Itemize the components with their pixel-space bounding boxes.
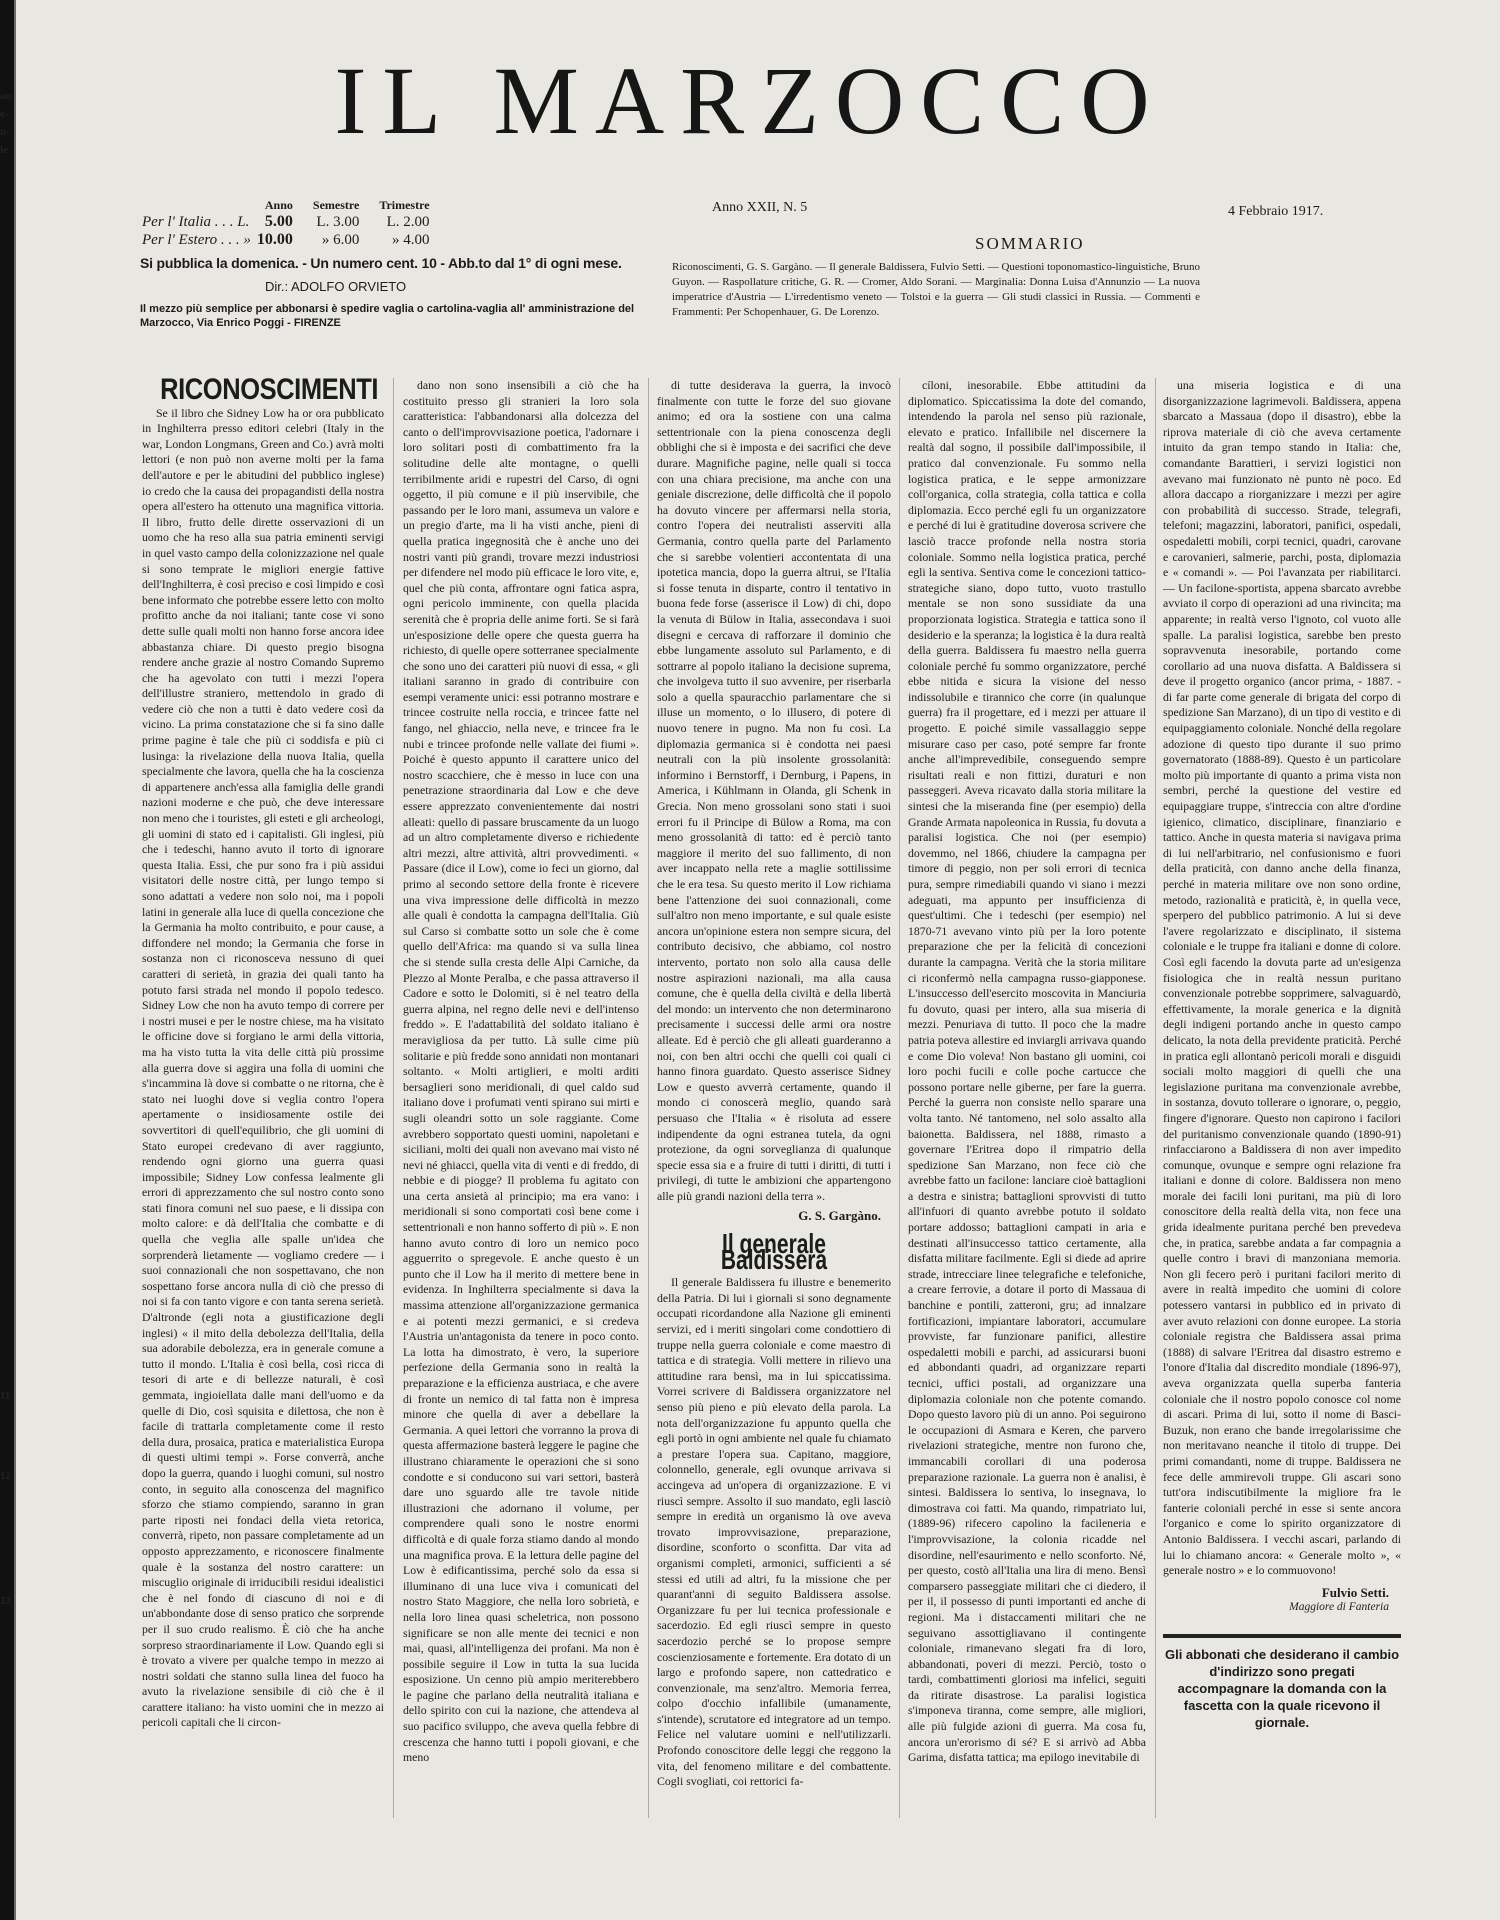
price-anno-estero: 10.00 (256, 231, 293, 248)
subscription-block (140, 198, 640, 330)
price-label-italia: Per l' Italia . . . L. (142, 213, 250, 230)
margin-mark: 11 (0, 1390, 11, 1402)
price-label-estero: Per l' Estero . . . » (142, 231, 251, 248)
article-column-1 (142, 378, 384, 1818)
header-trimestre: Trimestre (379, 198, 430, 212)
column-rule (1155, 378, 1156, 1818)
price-anno-italia: 5.00 (264, 213, 293, 230)
issue-date: 4 Febbraio 1917. (1228, 204, 1324, 219)
sommario-title: SOMMARIO (975, 234, 1085, 253)
margin-mark: 13 (0, 1595, 11, 1607)
article-text: una miseria logistica e di una disorganizzazione lagrimevoli. Baldissera, appena sbarcato a Massaua (dopo il disastro), ebbe la riprova materiale di ciò che aveva certamente intuito da gran tempo stando in Italia: che, comandante Barattieri, i servizi logistici non avevano mai funzionato nè punto nè poco. Ed allora daccapo a riorganizzare i mezzi per agire con probabilità di successo. Strade, telegrafi, telefoni; magazzini, laboratori, panifici, ospedali, ospedaletti mobili, corpi tecnici, quadri, carovane e carovanieri, salmerie, parchi, posta, diplomazia e « comandi ». — Poi l'avanzata per riabilitarci. — Un facilone-sportista, appena sbarcato avrebbe avviato il corpo di operazioni ad una rivincita; ma apparente; in realtà verso l'ignoto, col vuoto alle spalle. La paralisi logistica, sarebbe ben presto sopravvenuta inesorabile, portando come corollario ad una nuova disfatta. A Baldissera si deve il progetto organico (ancor prima, - 1887. - di far parte come generale di brigata del corpo di spedizione San Marzano), di un tipo di vestito e di equipaggiamento coloniale. Nonché della regolare adozione di questo tipo durante il suo primo governatorato (1888-89). Questo è un particolare molto più importante di quanto a prima vista non sembri, perché la questione del vestire ed equipaggiare truppe, s'intreccia con altre d'ordine igienico, climatico, disciplinare, finanziario e tattico. Anche in questa materia si navigava prima di lui nell'arbitrario, nel confusionismo e fuori della praticità, con danno anche della finanza, perché in materia militare ove non sono ordine, metodo, razionalità e praticità, è, in quella vece, sperpero del pubblico patrimonio. A lui si deve l'avere regolarizzato e disciplinato, il sistema coloniale e le truppe fra italiani e donne di colore. Così egli facendo la dovuta parte ad un'esigenza fisiologica che in realtà nessun puritano convenzionale potrebbe sopprimere, salvaguardò, effettivamente, la morale generica e la dignità degli indigeni portando anche in questo campo delicato, la nota della previdente praticità. Perché in pratica egli allontanò pericoli morali e disguidi sociali molto maggiori di quelli che una legislazione puritana ma convenzionale avrebbe, in sostanza, dovuto tollerare o ignorare, o, peggio, fingere d'ignorare. Questo non capirono i facilori del puritanismo convenzionale quando (1890-91) rinfacciarono a Baldissera di non aver impedito comunque, ovunque e sempre ogni relazione fra italiani e donne di colore. Baldissera non meno morale dei facili loni puritani, ma più di loro conoscitore della realtà della vita, non fece una grida idealmente puritana perché ben prevedeva che, in pratica, sarebbe andata a far compagnia a quelle contro i bravi di manzoniana memoria. Non gli fecero però i puritani facilori merito di avere in realtà impedito che uomini di colore potessero vantarsi in pubblico ed in privato di aver avuto relazioni con donne europee. La storia coloniale registra che Baldissera assai prima (1888) di salvare l'Eritrea dal disastro estremo e l'onore d'Italia dal discredito mondiale (1896-97), aveva organizzata quella superba fanteria coloniale che il nostro popolo conosce col nome di ascari. Prima di lui, sotto il nome di Basci-Buzuk, non erano che bande irregolarissime che non meritavano neanche il titolo di truppe. Dei primi comandanti, nome di truppe. Baldissera ne fece delle ammirevoli truppe. Gli ascari sono tutt'ora indiscutibilmente la migliore fra le fanterie coloniali perché in esse si sente ancora l'organico e come lo spirito organizzatore di Antonio Baldissera. I vecchi ascari, parlando di lui lo chiamano ancora: « Generale molto », « generale nostro » e lo commuovono! (1163, 378, 1401, 1578)
price-semestre-estero: » 6.00 (321, 231, 360, 248)
binding-edge (0, 0, 14, 1920)
article-heading-baldissera: Il generale Baldissera (720, 1228, 828, 1275)
article-column-5 (1163, 378, 1401, 1818)
margin-mark: 12 (0, 1470, 11, 1482)
article-signature: G. S. Gargàno. (798, 1208, 881, 1224)
binding-shadow (14, 0, 16, 1920)
column-rule (648, 378, 649, 1818)
margin-mark: ao (0, 90, 11, 102)
margin-mark: e- (0, 108, 9, 120)
article-text: dano non sono insensibili a ciò che ha costituito presso gli stranieri la loro sola caratteristica: l'abbandonarsi alla dolcezza del canto o dell'improvvisazione poetica, l'adornare i loro solitari posti di combattimento fra la solitudine delle alte montagne, o quelli terribilmente aridi e rupestri del Carso, di ogni oggetto, il più comune e il più inservibile, che passando per le loro mani, assumeva un valore e un pregio d'arte, ma li ha visti anche, pieni di quella pratica ingegnosità che è anche uno dei nostri vanti più grandi, trovare mezzi industriosi per difendere nel modo più efficace le loro vite, e, quel che più conta, affrontare ogni fatica aspra, ogni pericolo imminente, con quella placida serenità che è propria delle anime forti. Se si farà un'esposizione delle opere che questa guerra ha richiesto, di quelle opere sotterranee specialmente che sono uno dei caratteri più nuovi di essa, « gli italiani saranno in grado di contribuire con esempi veramente unici: essi potranno mostrare e trincee costruite nella roccia, e trincee fatte nel fango, nel ghiaccio, nella neve, e trincee fra le nubi e trincee profonde nelle vallate dei fiumi ». Poiché è questo appunto il carattere unico del nostro scacchiere, che è messo in luce con una penetrazione straordinaria dal Low e che deve essere apprezzato convenientemente dai nostri alleati: quello di passare bruscamente da un luogo ad un altro completamente diverso e richiedente altri mezzi, altre attività, altri provvedimenti. « Passare (dice il Low), come io feci un giorno, dal primo al secondo settore della fronte è ricevere una viva impressione delle difficoltà in mezzo alle quali è condotta la campagna dell'Italia. Giù sul Carso si combatte sotto un sole che è come quello dell'Africa: ma quando si va sulla linea che si stende sulla cresta delle Alpi Carniche, da Plezzo al Monte Peralba, e che passa attraverso il Cadore e sotto le Dolomiti, si è nel teatro della guerra alpina, nel regno delle nevi e dell'intenso freddo ». E l'adattabilità del soldato italiano è meravigliosa da per tutto. Là sulle cime più solitarie e più fredde sono annidati non montanari soltanto. « Molti artiglieri, e molti arditi bersaglieri sono meridionali, di quel caldo sud italiano dove i profumati venti spirano sui mirti e sugli oleandri sotto un sole raggiante. Come avrebbero sopportato questi uomini, napoletani e siciliani, molti dei quali non avevano mai visto né nevi né ghiacci, quella vita di venti e di freddo, di nebbie e di piogge? Il problema fu agitato con una certa ansietà al principio; ma era vano: i meridionali si sono comportati così bene come i settentrionali e non hanno sofferto di più ». E non hanno avuto contro di loro un nemico poco agguerrito o spregevole. E anche questo è un punto che il Low ha il merito di mettere bene in evidenza. In Inghilterra specialmente si dava la massima attenzione all'organizzazione germanica e ai potenti mezzi germanici, e si credeva l'Austria un'antagonista da tenere in poco conto. La lotta ha dimostrato, è vero, la superiore perfezione della Germania sono in realtà la preparazione e la efficienza austriaca, e che avere di fronte un nemico di tal fatta non è impresa minore che quella di aver a debellare la Germania. A quei lettori che vorranno la prova di questa affermazione basterà leggere le pagine che illustrano chiaramente le operazioni che si sono condotte e si conducono sui vari settori, basterà dare uno sguardo alle tre tavole nitide illustrazioni che adornano il volume, per comprendere quali sono le nostre enormi difficoltà e di quale forza stiamo dando al mondo una magnifica prova. E la lettura delle pagine del Low è edificantissima, perché solo da essa si illuminano di una luce viva i comunicati del nostro Stato Maggiore, che nella loro sobrietà, e nella loro linea quasi scheletrica, non possono significare se non alle mente dei tecnici e non mai, quasi, all'intelligenza dei profani. Ma non è possibile seguire il Low in tutta la sua lucida esposizione. Un cenno più ampio meriterebbero le pagine che parlano della neutralità italiana e dello spirito con cui la nazione, che attendeva al suo pacifico sviluppo, che aveva quella febbre di crescenza che hanno tutti i popoli giovani, e che meno (403, 378, 639, 1765)
price-trimestre-italia: L. 2.00 (386, 213, 430, 230)
masthead-title: IL MARZOCCO (334, 47, 1166, 154)
article-text: di tutte desiderava la guerra, la invocò finalmente con tutte le forze del suo giovane animo; ed ora la sostiene con una calma settentrionale con la piena conoscenza degli obblighi che si è imposta e dei sacrifici che deve durare. Magnifiche pagine, nelle quali si tocca con una chiara precisione, ma anche con una geniale discrezione, delle difficoltà che il popolo ha dovuto vincere per affermarsi nella storia, contro l'opera dei neutralisti asserviti alla Germania, contro quella parte del Parlamento che si sarebbe volentieri accontentata di una ipotetica mancia, dopo la guerra altrui, se l'Italia si fosse tenuta in disparte, contro il tentativo in buona fede forse (asserisce il Low) di chi, dopo la venuta di Bülow in Italia, assecondava i suoi disegni e cercava di rafforzare il dominio che ebbe lungamente assoluto sul Parlamento, e di sottrarre al popolo italiano la decisione suprema, che involgeva tutto il suo avvenire, per riserbarla solo a quella spauracchio parlamentare che si illuse un momento, o lo illusero, di potere di nuovo tenere in pugno. Ma non fu così. La diplomazia germanica si è condotta nei paesi neutrali con la più insolente grossolanità: informino i Bernstorff, i Dernburg, i Papens, in America, i Kühlmann in Olanda, gli Schenk in Grecia. Non meno grossolani sono stati i suoi errori fu il Principe di Bülow a Roma, ma con meno grossolanità di tatto: ed è perciò tanto maggiore il merito del suo fallimento, di non aver incappato nella rete a maglie sottilissime che le era tesa. Su questo merito il Low richiama bene l'attenzione dei suoi connazionali, come sull'altro non meno importante, e sul quale esiste ancora un'opinione estera non sempre sicura, del contributo decisivo, che abbiamo, col nostro intervento, portato non solo alla causa delle nostre aspirazioni nazionali, ma alla causa comune, che è quella della civiltà e della libertà del mondo: un intervento che non determinarono precisamente i successi delle armi ora nostre alleate. Ed è perciò che gli alleati guarderanno a noi, con ben altri occhi che quelli coi quali ci hanno finora guardato. Questo asserisce Sidney Low e questo avverrà certamente, quando il mondo ci conoscerà meglio, quando sarà persuaso che l'Italia « è risoluta ad essere indipendente da ogni estranea tutela, da ogni protezione, da ogni sorveglianza di qualunque specie essa sia e a fruire di tutti i diritti, di tutti i privilegi, di tutte le ambizioni che appartengono alle più grandi nazioni della terra ». (657, 378, 891, 1203)
article-column-3 (657, 378, 891, 1818)
subscription-table (142, 198, 450, 249)
margin-mark: n- (0, 126, 10, 138)
price-trimestre-estero: » 4.00 (392, 231, 430, 248)
subscribe-note: Il mezzo più semplice per abbonarsi è spedire vaglia o cartolina-vaglia all' amministrazione del Marzocco, Via Enrico Poggi - FIRENZE (140, 303, 635, 329)
article-column-4 (908, 378, 1146, 1818)
price-semestre-italia: L. 3.00 (316, 213, 360, 230)
article-text: cíloni, inesorabile. Ebbe attitudini da diplomatico. Spiccatissima la dote del comando, intendendo la parola nel senso più razionale, elevato e pratico. Infallibile nel discernere la realtà dal sogno, il possibile dall'impossibile, il pratico dal convenzionale. Fu sommo nella logistica pratica, e le seppe armonizzare coll'organica, colla strategia, colla tattica e colla diplomazia. Ecco perché egli fu un organizzatore e perché di lui è gratitudine doverosa scrivere che lasciò tracce profonde nella nostra storia coloniale. Sommo nella logistica pratica, perché egli la sentiva. Sentiva come le concezioni tattico-strategiche siano, dopo tutto, vuoto trastullo mentale se non sono sussidiate da una proporzionata logistica. Strategia e tattica sono il desiderio e la speranza; la logistica è la dura realtà della guerra. Baldissera fu maestro nella guerra coloniale perché fu sommo organizzatore, perché ebbe nitida e sicura la visione del nesso indissolubile e tirannico che corre (in qualunque guerra) fra il progettare, ed i mezzi per attuare il progetto. E poiché simile vassallaggio seppe misurare caso per caso, poté sempre far fronte anche all'imprevedibile, conseguendo sempre risultati reali e non fittizi, duraturi e non passeggeri. Aveva ricavato dalla storia militare la sintesi che la miseranda fine (per esempio) della Grande Armata napoleonica in Russia, fu dovuta a paralisi logistica. Che noi (per esempio) dovemmo, nel 1866, chiudere la campagna per timore di peggio, non per soli errori di tecnica pura, sempre rimediabili quando vi siano i mezzi adeguati, ma appunto per insufficienza di quest'ultimi. Che i tedeschi (per esempio) nel 1870-71 avevano vinto più per la loro potente preparazione che per la felicità di concezioni durante la campagna. Verità che la storia militare ci riconfermò nella campagna russo-giapponese. L'insuccesso dell'esercito moscovita in Manciuria fu dovuto, quasi per intero, alla sua miseria di mezzi. Penuriava di tutto. Il poco che la madre patria poteva allestire ed inviargli arrivava quando e come Dio voleva! Non bastano gli uomini, coi loro pochi fucili e colle poche cartucce che possono portare nelle giberne, per fare la guerra. Perché la guerra non consiste nello sparare una volta tanto. Né tantomeno, nel solo assalto alla baionetta. Baldissera, nel 1888, rimasto a governare l'Eritrea dopo il rimpatrio della spedizione San Marzano, non fece ciò che avrebbe fatto un facilone: lanciare cioè battaglioni a destra e sinistra; battaglioni sprovvisti di tutto all'infuori di quanto avrebbe potuto il soldato portare addosso; battaglioni campati in aria e destinati all'insuccesso tattico certamente, alla disfatta militare facilmente. Egli si diede ad aprire strade, intrecciare linee telegrafiche e telefoniche, a creare ferrovie, a dotare il porto di Massaua di banchine e pontili, zatteroni, gru; ad innalzare fortificazioni, impiantare laboratori, accumulare provviste, far funzionare panifici, allestire ospedaletti mobili e parchi, ad assicurarsi buoni ed abbondanti quadri, ad organizzare reparti tecnici, uffici postali, ad organizzare una diplomazia coloniale non che potente comando. Dopo questo lavoro più di un anno. Poi seguirono le occupazioni di Asmara e Keren, che parvero rivelazioni strategiche, mentre non furono che, immancabili corollari di una poderosa preparazione razionale. La guerra non è analisi, è sintesi. Baldissera lo sentiva, lo insegnava, lo dimostrava coi fatti. Ma quando, rimpatriato lui, (1889-96) rifecero capolino la facileneria e l'improvvisazione, la colonia ricadde nel disordine, nell'esaurimento e nello sconforto. Né, per questo, costò all'Italia una lira di meno. Bensì comparsero passeggiate militari che ci diedero, il per il, il possesso di punti importanti ed anche di regioni. Ma i distaccamenti militari che ne seguivano assottigliavano il contingente coloniale, rimanevano slegati fra di loro, abbandonati, poveri di mezzi. Perciò, tosto o tardi, combattimenti gloriosi ma infelici, seguiti da ritirate disastrose. La paralisi logistica s'imponeva tiranna, come sempre, alle migliori, alle più fulgide azioni di guerra. Ma cosa fu, ancora un'erorismo di sé? E si arrivò ad Abba Garima, disfatta tattica; ma epilogo inevitabile di (908, 378, 1146, 1765)
article-signature: Fulvio Setti. (1321, 1584, 1389, 1600)
director-line: Dir.: ADOLFO ORVIETO (265, 279, 407, 294)
header-anno: Anno (264, 198, 293, 212)
signature-title: Maggiore di Fanteria (1289, 1601, 1389, 1614)
article-text: Il generale Baldissera fu illustre e benemerito della Patria. Di lui i giornali si sono degnamente occupati ricordandone alla Nazione gli eminenti servizi, ed i meriti singolari come condottiero di truppe nella guerra coloniale e come maestro di tattica e di strategia. Volli mettere in rilievo una attitudine rara bensì, ma in lui spiccatissima. Vorrei scrivere di Baldissera organizzatore nel senso più pieno e più elevato della parola. La nota dell'organizzazione fu appunto quella che egli portò in ogni ambiente nel quale fu chiamato a prestare l'opera sua. Capitano, maggiore, colonnello, generale, egli ovunque arrivava si accingeva ad un'opera di organizzazione. E vi riuscì sempre. Assolto il suo mandato, egli lasciò sempre in eredità un organismo là ove aveva trovato improvvisazione, preparazione, disordine, sconforto o sconfitta. Dar vita ad organismi completi, armonici, sufficienti a sé stessi ed utili ad altri, fu la missione che per quarant'anni di seguito Baldissera assolse. Organizzare fu per lui tecnica professionale e sacerdozio. Ed egli riuscì sempre in questo sacerdozio perché se lo propose sempre coscienziosamente e fortemente. Era dotato di un largo e profondo sapere, non cattedratico e convenzionale, ma senz'altro. Memoria ferrea, colpo d'occhio infallibile (umanamente, s'intende), scrutatore ed integratore ad un tempo. Felice nel valutare uomini e nell'utilizzarli. Profondo conoscitore delle leggi che reggono la vita, del fenomeno militare e del combattente. Cogli svogliati, coi rettorici fa- (657, 1275, 891, 1789)
margin-mark: le (0, 144, 8, 156)
column-rule (393, 378, 394, 1818)
header-semestre: Semestre (312, 198, 360, 212)
subscriber-notice: Gli abbonati che desiderano il cambio d'indirizzo sono pregati accompagnare la domanda con la fascetta con la quale ricevono il giornale. (1163, 1634, 1401, 1731)
article-text: Se il libro che Sidney Low ha or ora pubblicato in Inghilterra presso editori celebri (Italy in the war, London Longmans, Green and Co.) avrà molti lettori (e non può non averne molti per la fama dell'autore e per le abitudini del pubblico inglese) io credo che la causa dei propagandisti della nostra opera all'estero ha ottenuto una magnifica vittoria. Il libro, frutto delle dirette osservazioni di un uomo che ha reso alla sua patria eminenti servigi in quel vasto campo della colonizzazione nel quale si sono temprate le migliori energie fattive dell'Inghilterra, è così preciso e così limpido e così bene informato che potrebbe essere letto con molto profitto anche da noi italiani; tante cose vi sono dette sulle quali molti non hanno forse ancora idee abbastanza chiare. Di questo pregio bisogna rendere anche grazie al nostro Comando Supremo che ha agevolato con tutti i mezzi l'opera dell'illustre straniero, mettendolo in grado di vedere ciò che non a tutti è dato vedere così da vicino. La prima constatazione che si fa sino dalle prime pagine è tale che più ci soddisfa e più ci lusinga: la rivelazione della nuova Italia, quella specialmente che lavora, quella che ha la coscienza di appartenere anch'essa alla famiglia delle grandi nazioni moderne e che può, che deve interessare non meno che i touristes, gli esteti e gli archeologi, gli uomini di stato ed i capitalisti. Gli inglesi, più che i tedeschi, hanno avuto il torto di ignorare questa Italia. Essi, che pur sono fra i più assidui visitatori delle nostre città, per lungo tempo si sono adattati a vedere non solo noi, ma i popoli latini in generale alla luce di quella concezione che la Germania ha molto contribuito, e pour cause, a diffondere nel mondo; la Germania che forse in sostanza non ci riconosceva nessuno di quei caratteri di serietà, in grazia dei quali tanto ha potuto farsi strada nel mondo il popolo tedesco. Sidney Low che non ha avuto tempo di correre per i nostri musei e per le nostre chiese, ma ha visitato le officine dove si forgiano le armi della vittoria, ma ha visto tutta la vita delle città più prossime alla guerra dove si aggira una folla di uomini che s'incammina là dove si combatte o ne ritorna, che è stato nei luoghi dove si veglia contro l'opera apertamente o insidiosamente ostile dei sovvertitori di quell'equilibrio, che gli uomini di Stato europei credevano di aver raggiunto, rendendo ogni giorno una guerra quasi impossibile; Sidney Low confessa lealmente gli errori di apprezzamento che sul nostro conto sono stati finora comuni nel suo paese, e li dissipa con molto calore: e dà dell'Italia che combatte e di quella che veglia alle spalle un'idea che sorprenderà lietamente — vogliamo credere — i suoi connazionali che non sospettavano, che non sospettano forse ancora nulla di ciò che presso di noi si fa con tanto vigore e con tanta serena serietà. D'altronde (egli nota a giustificazione degli inglesi) « il mito della debolezza dell'Italia, della sua adorabile debolezza, era in generale comune a tutto il mondo. L'Italia è così bella, così ricca di tesori di arte e di bellezze naturali, è così gemmata, ingioiellata dalle mani dell'uomo e da quelle di Dio, così squisita e dilettosa, che non è facile di trattarla completamente come il resto della dura, prosaica, pratica e materialistica Europa di questi ultimi tempi ». Forse converrà, anche dopo la guerra, quando i luoghi comuni, sul nostro conto, in seguito alla conoscenza del magnifico sforzo che stiamo compiendo, saranno in gran parte riposti nei fondaci della vieta retorica, converrà, ripeto, non passare completamente ad un opposto apprezzamento, e riconoscere finalmente quale è la sostanza del nostro carattere: un miscuglio originale di irriducibili residui idealistici che è nel fondo di ciascuno di noi e di un'abbondante dose di senso pratico che sorprende per il suo crudo realismo. È ciò che ha anche sorpreso straordinariamente il Low. Quando egli si è trovato a vivere per qualche tempo in mezzo ai nostri soldati che stanno sulla linea del fuoco ha avuto la rivelazione sensibile di ciò che è il carattere italiano: ha visto uomini che in mezzo ai pericoli capitali che li circon- (142, 405, 384, 1730)
issue-number: Anno XXII, N. 5 (712, 200, 808, 215)
article-heading-riconoscimenti: RICONOSCIMENTI (160, 378, 379, 406)
column-rule (899, 378, 900, 1818)
sommario-body: Riconoscimenti, G. S. Gargàno. — Il generale Baldissera, Fulvio Setti. — Questioni toponomastico-linguistiche, Bruno Guyon. — Raspollature critiche, G. R. — Cromer, Aldo Sorani. — Marginalia: Donna Luisa d'Annunzio — La nuova imperatrice d'Austria — L'irredentismo veneto — Tolstoi e la guerra — Gli studi classici in Russia. — Commenti e Frammenti: Per Schopenhauer, G. De Lorenzo. (672, 261, 1200, 318)
publication-note: Si pubblica la domenica. - Un numero cent. 10 - Abb.to dal 1° di ogni mese. (140, 255, 622, 271)
article-column-2 (403, 378, 639, 1818)
